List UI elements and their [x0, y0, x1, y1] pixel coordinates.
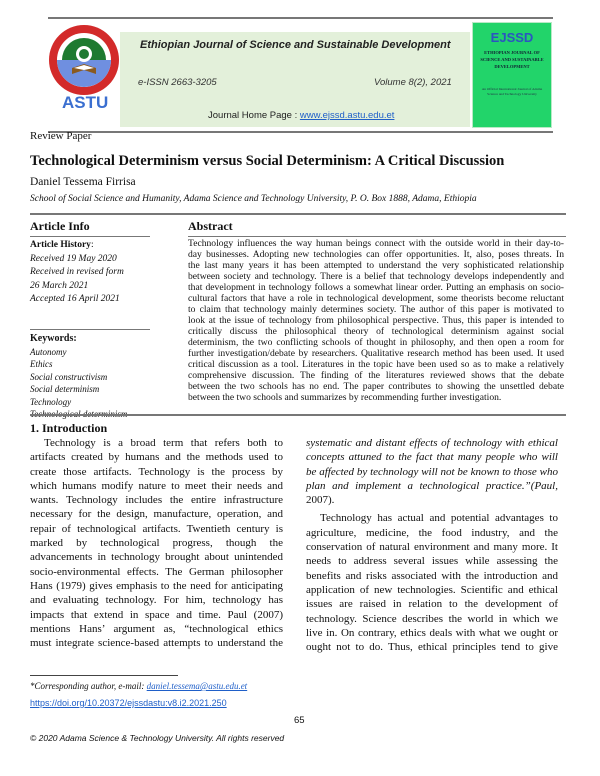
text-line: to claim that technology mainly determines society. The author of this paper is motivated to: [188, 304, 564, 315]
text-line: and evaluating technology. For him, technology has: [30, 594, 283, 607]
text-line: which humans modify nature to meet their needs and: [30, 479, 283, 492]
footnote-label: *Corresponding author, e-mail:: [30, 681, 147, 691]
text-line: repair of technological artifacts. Twentieth century is: [30, 522, 283, 535]
paper-type: Review Paper: [30, 130, 92, 142]
header-bottom-rule: [48, 131, 553, 133]
doi: [30, 698, 227, 708]
text-line: artifacts created by humans and the methods used to: [30, 451, 283, 464]
text-line: look at the issue of technology from philosophical perspective. Thus, this paper is intended to: [188, 315, 564, 326]
text-line: Technology is a broad term that refers both to: [44, 437, 283, 449]
keyword: Technology: [30, 396, 72, 407]
keyword: Ethics: [30, 359, 53, 369]
history-item: 26 March 2021: [30, 280, 89, 291]
text-line: marked by technological progress, though the: [30, 537, 283, 550]
introduction-right-column: [306, 436, 558, 654]
text-line: cultural factors that have a role in technological development, some theorists become reluctant: [188, 293, 564, 304]
text-line: impacts that extend in space and time. Paul (2007): [30, 608, 283, 621]
section-rule: [30, 414, 566, 416]
text-line: concepts attuned to the fact that many people who will: [306, 451, 558, 464]
text-line: be affected by technology will not be known to those who: [306, 465, 558, 478]
affiliation: School of Social Science and Humanity, Adama Science and Technology University, P. O. Box 1888, Adama, Ethiopia: [30, 194, 477, 204]
article-history: Article History: Received 19 May 2020 Received in revised form 26 March 2021 Accepted 16 April 2021: [30, 239, 124, 307]
history-item: Received in revised form: [30, 267, 124, 277]
text-line: create those artifacts. Technology is the process by: [30, 465, 283, 478]
text-line: Technology influences the way human beings connect with the outside world in their day-to-: [188, 238, 564, 249]
abstract-rule: [188, 236, 566, 237]
abstract-text: [188, 238, 564, 403]
text-line: between the two schools has no end. The paper contributes to showing the unsettled debate: [188, 381, 564, 392]
text-line: the last many years it has been attempted to understand the very sophisticated relationship: [188, 260, 564, 271]
article-info-rule: [30, 236, 150, 237]
text-line: plan and implement a technological practice.”(Paul,: [306, 479, 558, 492]
history-item: Accepted 16 April 2021: [30, 294, 120, 304]
keyword: Social determinism: [30, 384, 100, 394]
text-line: necessary for the design, manufacture, operation, and: [30, 508, 283, 521]
logo-text: ASTU: [62, 93, 109, 112]
text-line: wants. Technology includes the entire infrastructure: [30, 494, 283, 507]
text-line: needs to address several issues while assessing the: [306, 555, 558, 568]
text-line: technology. Science describes the world in which we: [306, 612, 558, 625]
introduction-left-column: [30, 436, 283, 650]
cover-note: An Official International Journal of Adama Science and Technology University: [481, 87, 543, 96]
history-label: Article History: [30, 240, 91, 250]
copyright: © 2020 Adama Science & Technology University. All rights reserved: [30, 733, 285, 743]
text-line: application of new technologies. Scientific and ethical: [306, 583, 558, 596]
volume: Volume 8(2), 2021: [374, 77, 452, 88]
text-line: day businesses. Adopting new technologies can offer opportunities. It, also, poses threats. In: [188, 249, 564, 260]
text-line: further investigation/debate by researchers. Qualitative research method has been used. It used: [188, 348, 564, 359]
introduction-heading: 1. Introduction: [30, 421, 108, 435]
history-item: Received 19 May 2020: [30, 253, 117, 264]
keywords-label: Keywords:: [30, 333, 77, 344]
header-top-rule: [48, 17, 553, 19]
journal-home-page: [208, 110, 394, 121]
text-line: between society and technology. There is a belief that technology develops independently and: [188, 271, 564, 282]
text-line: must integrate science-based attempts to understand the: [30, 637, 283, 650]
paper-title: Technological Determinism versus Social Determinism: A Critical Discussion: [30, 153, 505, 169]
text-line: agriculture, medicine, the food industry, and the: [306, 526, 558, 539]
footnote: [30, 681, 247, 691]
page-number: 65: [294, 715, 305, 726]
text-line: comprehensive discussion. The finding of the literatures reviewed shows that the debate: [188, 370, 564, 381]
doi-link[interactable]: https://doi.org/10.20372/ejssdastu:v8.i2.2021.250: [30, 698, 227, 708]
keyword: Social constructivism: [30, 371, 108, 382]
footnote-rule: [30, 675, 178, 676]
text-line: mentions Hans’ argument as, “technological ethics: [30, 622, 283, 635]
astu-logo: [48, 24, 120, 96]
text-line: conservation of natural environment and many more. It: [306, 541, 558, 554]
text-line: 2007).: [306, 494, 335, 507]
keywords-rule: [30, 329, 150, 330]
cover-title: EJSSD: [490, 30, 534, 45]
cover-subtitle: ETHIOPIAN JOURNAL OF SCIENCE AND SUSTAINABLE DEVELOPMENT: [480, 50, 544, 69]
author-email-link[interactable]: daniel.tessema@astu.edu.et: [146, 681, 248, 691]
text-line: benefits and risks associated with the introduction and: [306, 569, 558, 582]
text-line: critically discuss the philosophical theory of technological determinism against social: [188, 326, 564, 337]
journal-cover: [472, 22, 552, 128]
text-line: live in. On contrary, ethics deals with what we ought or: [306, 626, 558, 639]
keyword: Autonomy: [30, 346, 67, 357]
text-line: determinism, the two conflicting schools of thought in philosophy, and then open a room for: [188, 337, 564, 348]
home-label: Journal Home Page :: [208, 110, 300, 121]
abstract-heading: Abstract: [188, 219, 233, 233]
home-link[interactable]: www.ejssd.astu.edu.et: [299, 110, 395, 121]
text-line: advancements in technology brought about unintended: [30, 551, 283, 564]
text-line: issues are raised in relation to the development of: [306, 598, 558, 611]
article-info-heading: Article Info: [30, 219, 90, 233]
author: Daniel Tessema Firrisa: [30, 176, 136, 188]
text-line: ought not to do. Thus, ethical principles tend to give: [306, 641, 558, 654]
keywords: [30, 333, 127, 421]
text-line: critical discussion as a tool. Literatures in the topic have been used so as to make a relatively: [188, 359, 564, 370]
text-line: socio-environmental effects. The German philosopher: [30, 565, 283, 578]
text-line: between the two schools and summarizes by recommending further investigation.: [188, 392, 502, 403]
issn: e-ISSN 2663-3205: [138, 77, 217, 88]
section-rule: [30, 213, 566, 215]
text-line: systematic and distant effects of technology with ethical: [306, 437, 558, 449]
journal-title: Ethiopian Journal of Science and Sustainable Development: [140, 39, 451, 51]
text-line: Technology has actual and potential advantages to: [320, 512, 558, 525]
text-line: Hans (1979) gives emphasis to the need for anticipating: [30, 579, 283, 592]
text-line: that development in technology follows a somewhat linear order. Putting an emphasis on socio-: [188, 282, 564, 293]
